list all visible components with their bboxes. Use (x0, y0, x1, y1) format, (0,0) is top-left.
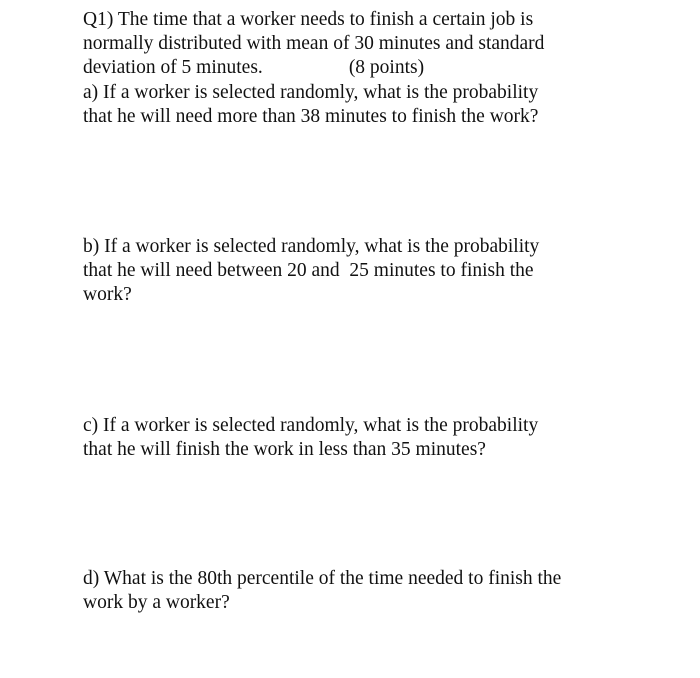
question-header (83, 8, 683, 80)
part-b-line: work? (83, 284, 132, 305)
part-a-line: a) If a worker is selected randomly, what is the probability (83, 82, 539, 103)
part-c-line: that he will finish the work in less than 35 minutes? (83, 439, 486, 460)
part-d (83, 567, 683, 615)
question-text-line (83, 56, 683, 80)
points-label: (8 points) (348, 57, 425, 78)
part-d-line: d) What is the 80th percentile of the time needed to finish the (83, 568, 562, 589)
part-a-line: that he will need more than 38 minutes to finish the work? (83, 106, 539, 127)
part-b-line: b) If a worker is selected randomly, what is the probability (83, 236, 540, 257)
part-d-line: work by a worker? (83, 592, 230, 613)
part-b (83, 235, 683, 307)
question-text-last-line: deviation of 5 minutes. (83, 57, 263, 78)
part-c (83, 414, 683, 462)
question-text-line: normally distributed with mean of 30 minutes and standard (83, 33, 545, 54)
part-a (83, 81, 683, 129)
part-b-line: that he will need between 20 and 25 minutes to finish the (83, 260, 534, 281)
question-text-line: Q1) The time that a worker needs to finish a certain job is (83, 9, 534, 30)
part-c-line: c) If a worker is selected randomly, what is the probability (83, 415, 539, 436)
